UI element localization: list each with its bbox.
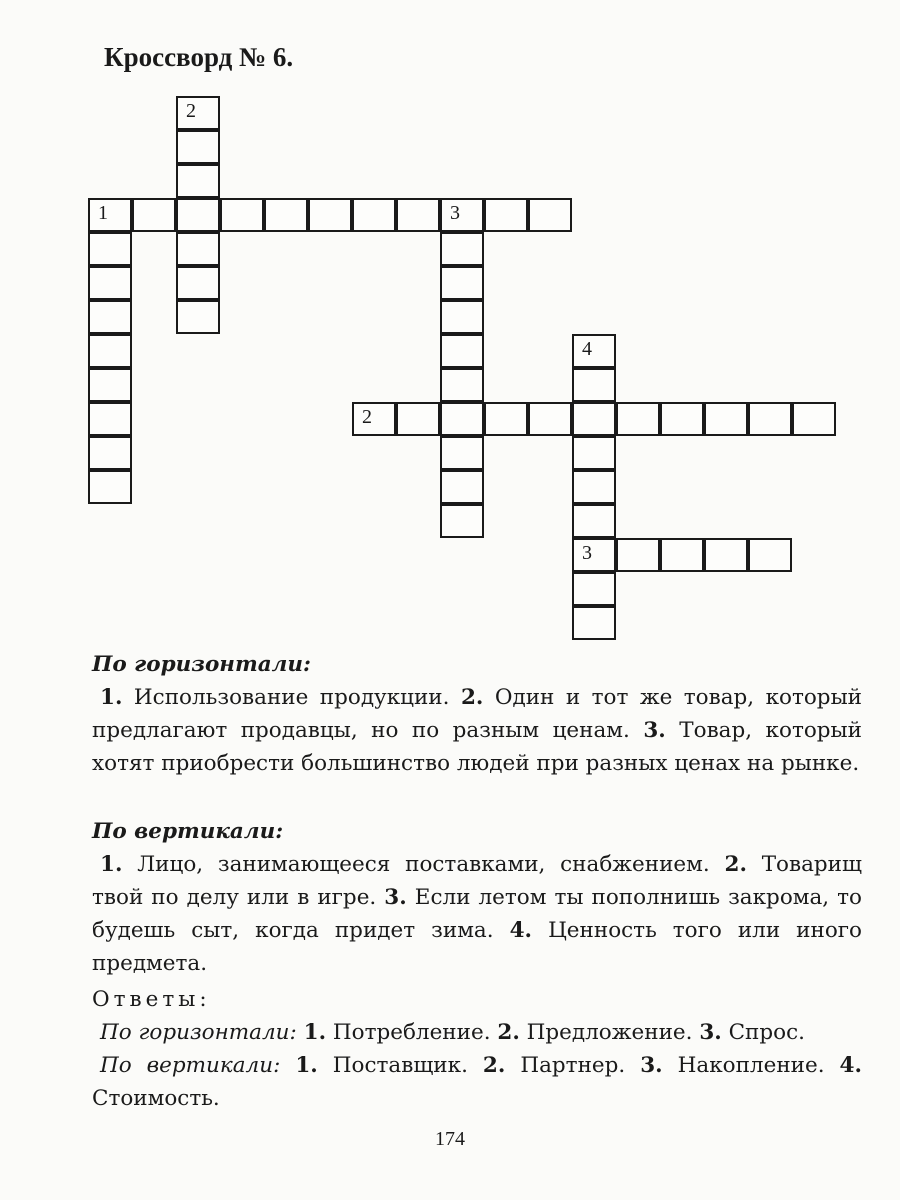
crossword-cell[interactable] (176, 300, 220, 334)
clue-text: Один и тот же товар, который предлагают продавцы, но по разным ценам. (92, 685, 863, 743)
crossword-cell[interactable] (572, 402, 616, 436)
crossword-cell[interactable] (352, 402, 396, 436)
clue-number-label: 2 (362, 406, 372, 428)
clue-number-label: 3 (450, 202, 460, 224)
crossword-cell[interactable] (88, 334, 132, 368)
crossword-cell[interactable] (176, 96, 220, 130)
clue-number: 1. (100, 852, 123, 877)
crossword-cell[interactable] (176, 198, 220, 232)
answers-section (92, 983, 862, 1115)
clues-vertical (92, 815, 862, 980)
vertical-clue-list (92, 848, 862, 980)
crossword-cell[interactable] (572, 470, 616, 504)
crossword-cell[interactable] (440, 470, 484, 504)
clue-number: 3. (384, 885, 407, 910)
crossword-cell[interactable] (572, 368, 616, 402)
crossword-cell[interactable] (352, 198, 396, 232)
crossword-cell[interactable] (660, 402, 704, 436)
crossword-cell[interactable] (572, 436, 616, 470)
crossword-cell[interactable] (88, 300, 132, 334)
crossword-cell[interactable] (88, 402, 132, 436)
crossword-cell[interactable] (440, 300, 484, 334)
answer-text: Поставщик. (332, 1053, 468, 1078)
answers-horizontal (92, 1016, 862, 1049)
answer-text: Накопление. (677, 1053, 825, 1078)
crossword-cell[interactable] (176, 164, 220, 198)
answers-vertical (92, 1049, 862, 1115)
answer-number: 2. (497, 1020, 520, 1045)
crossword-cell[interactable] (572, 538, 616, 572)
clues-horizontal (92, 648, 862, 780)
clue-text: Если летом ты пополнишь закрома, то будешь сыт, когда придет зима. (92, 885, 862, 943)
page-number: 174 (435, 1128, 465, 1150)
crossword-cell[interactable] (572, 504, 616, 538)
clue-number: 4. (509, 918, 533, 943)
crossword-cell[interactable] (572, 572, 616, 606)
clue-number-label: 3 (582, 542, 592, 564)
crossword-cell[interactable] (88, 198, 132, 232)
clue-number: 1. (100, 685, 123, 710)
crossword-cell[interactable] (440, 402, 484, 436)
crossword-cell[interactable] (528, 198, 572, 232)
crossword-cell[interactable] (660, 538, 704, 572)
crossword-cell[interactable] (396, 402, 440, 436)
crossword-cell[interactable] (484, 198, 528, 232)
crossword-cell[interactable] (572, 334, 616, 368)
crossword-cell[interactable] (88, 232, 132, 266)
answer-number: 1. (295, 1053, 318, 1078)
crossword-cell[interactable] (616, 538, 660, 572)
answer-number: 2. (482, 1053, 506, 1078)
clue-number-label: 1 (98, 202, 108, 224)
crossword-cell[interactable] (132, 198, 176, 232)
crossword-cell[interactable] (176, 266, 220, 300)
answers-heading: Ответы: (92, 987, 211, 1012)
crossword-cell[interactable] (176, 130, 220, 164)
clue-text: Ценность того или иного предмета. (92, 918, 862, 976)
answer-text: Спрос. (728, 1020, 805, 1045)
answer-number: 3. (640, 1053, 663, 1078)
crossword-cell[interactable] (440, 504, 484, 538)
crossword-cell[interactable] (748, 538, 792, 572)
crossword-cell[interactable] (484, 402, 528, 436)
crossword-cell[interactable] (88, 470, 132, 504)
crossword-cell[interactable] (792, 402, 836, 436)
answer-text: Потребление. (332, 1020, 491, 1045)
answer-text: Партнер. (520, 1053, 626, 1078)
crossword-cell[interactable] (704, 538, 748, 572)
crossword-cell[interactable] (308, 198, 352, 232)
answers-h-label: По горизонтали: (100, 1020, 297, 1045)
crossword-cell[interactable] (440, 334, 484, 368)
crossword-cell[interactable] (440, 368, 484, 402)
clue-text: Использование продукции. (133, 685, 450, 710)
crossword-cell[interactable] (176, 232, 220, 266)
clue-text: Товарищ твой по делу или в игре. (92, 852, 862, 910)
clue-number: 3. (643, 718, 666, 743)
clue-number-label: 4 (582, 338, 592, 360)
crossword-cell[interactable] (440, 232, 484, 266)
crossword-cell[interactable] (616, 402, 660, 436)
vertical-heading: По вертикали: (92, 819, 284, 844)
crossword-cell[interactable] (440, 436, 484, 470)
crossword-cell[interactable] (440, 198, 484, 232)
crossword-cell[interactable] (88, 266, 132, 300)
answer-number: 3. (699, 1020, 722, 1045)
crossword-cell[interactable] (220, 198, 264, 232)
horizontal-heading: По горизонтали: (92, 652, 311, 677)
crossword-cell[interactable] (88, 368, 132, 402)
clue-text: Лицо, занимающееся поставками, снабжением. (137, 852, 710, 877)
answer-text: Предложение. (526, 1020, 693, 1045)
crossword-cell[interactable] (396, 198, 440, 232)
crossword-cell[interactable] (704, 402, 748, 436)
crossword-cell[interactable] (440, 266, 484, 300)
clue-text: Товар, который хотят приобрести большинство людей при разных ценах на рынке. (92, 718, 862, 776)
crossword-cell[interactable] (88, 436, 132, 470)
answer-text: Стоимость. (92, 1086, 220, 1111)
answers-v-label: По вертикали: (100, 1053, 281, 1078)
answer-number: 4. (839, 1053, 862, 1078)
crossword-cell[interactable] (748, 402, 792, 436)
clue-number-label: 2 (186, 100, 196, 122)
page-title: Кроссворд № 6. (104, 42, 294, 72)
clue-number: 2. (460, 685, 484, 710)
clue-number: 2. (724, 852, 747, 877)
crossword-cell[interactable] (572, 606, 616, 640)
crossword-cell[interactable] (264, 198, 308, 232)
crossword-cell[interactable] (528, 402, 572, 436)
answer-number: 1. (303, 1020, 327, 1045)
horizontal-clue-list (92, 681, 862, 780)
